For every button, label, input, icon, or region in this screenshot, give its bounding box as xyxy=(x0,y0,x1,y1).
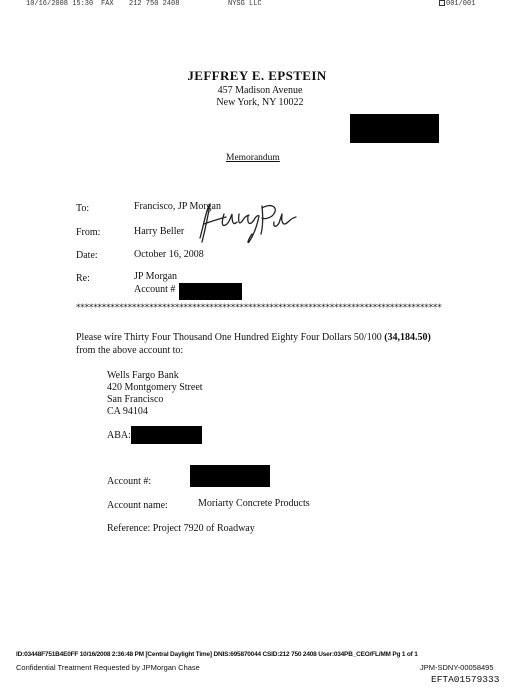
account-name-value: Moriarty Concrete Products xyxy=(198,498,310,509)
redaction-box-top xyxy=(350,114,439,143)
fax-sender: NYSG LLC xyxy=(228,0,262,8)
redaction-box-account xyxy=(179,283,242,300)
wire-amount: (34,184.50) xyxy=(384,332,431,343)
bank-state-zip: CA 94104 xyxy=(107,406,148,417)
fax-label: FAX xyxy=(101,0,114,8)
bank-name: Wells Fargo Bank xyxy=(107,370,179,381)
re-label: Re: xyxy=(76,273,90,284)
wire-instruction-text: Please wire Thirty Four Thousand One Hundred Eighty Four Dollars 50/100 xyxy=(76,332,385,343)
bank-city: San Francisco xyxy=(107,394,164,405)
to-label: To: xyxy=(76,203,90,214)
fax-page-number: 001/001 xyxy=(446,0,476,8)
date-value: October 16, 2008 xyxy=(134,249,204,260)
date-label: Date: xyxy=(76,250,98,261)
bates-efta: EFTA01579333 xyxy=(431,674,500,685)
re-value: JP Morgan xyxy=(134,271,178,282)
redaction-box-aba xyxy=(131,426,202,444)
from-label: From: xyxy=(76,227,101,238)
letterhead-name: JEFFREY E. EPSTEIN xyxy=(187,68,327,83)
fax-page-icon xyxy=(439,0,445,6)
account-label: Account # xyxy=(134,284,176,295)
redaction-box-bank-account xyxy=(190,465,270,487)
confidential-notice: Confidential Treatment Requested by JPMorgan Chase xyxy=(16,663,200,672)
reference-line: Reference: Project 7920 of Roadway xyxy=(107,523,255,534)
bank-account-label: Account #: xyxy=(107,476,152,487)
fax-datetime: 10/16/2008 15:30 xyxy=(26,0,94,8)
memo-title: Memorandum xyxy=(226,153,280,163)
fax-number: 212 750 2408 xyxy=(129,0,180,8)
transmission-id: ID:03448F751B4E0FF 10/16/2008 2:36:48 PM [Central Daylight Time] DNIS:695870044 CSID:212 750 2408 User:034PB_CEO/FL/MM Pg 1 of 1 xyxy=(16,651,418,658)
aba-label: ABA: xyxy=(107,430,131,441)
to-value: Francisco, JP Morgan xyxy=(134,201,221,212)
account-name-label: Account name: xyxy=(107,500,168,511)
handwritten-signature xyxy=(196,200,300,246)
wire-instruction-line2: from the above account to: xyxy=(76,345,184,356)
from-value: Harry Beller xyxy=(134,226,185,237)
fax-page xyxy=(439,0,475,8)
wire-instruction-line1 xyxy=(76,332,431,343)
bates-jpm: JPM-SDNY-00058495 xyxy=(420,663,494,672)
separator-stars: ************************************************************************************* xyxy=(76,303,442,313)
letterhead-address-line2: New York, NY 10022 xyxy=(216,97,304,108)
letterhead-address-line1: 457 Madison Avenue xyxy=(217,85,303,96)
bank-street: 420 Montgomery Street xyxy=(107,382,203,393)
